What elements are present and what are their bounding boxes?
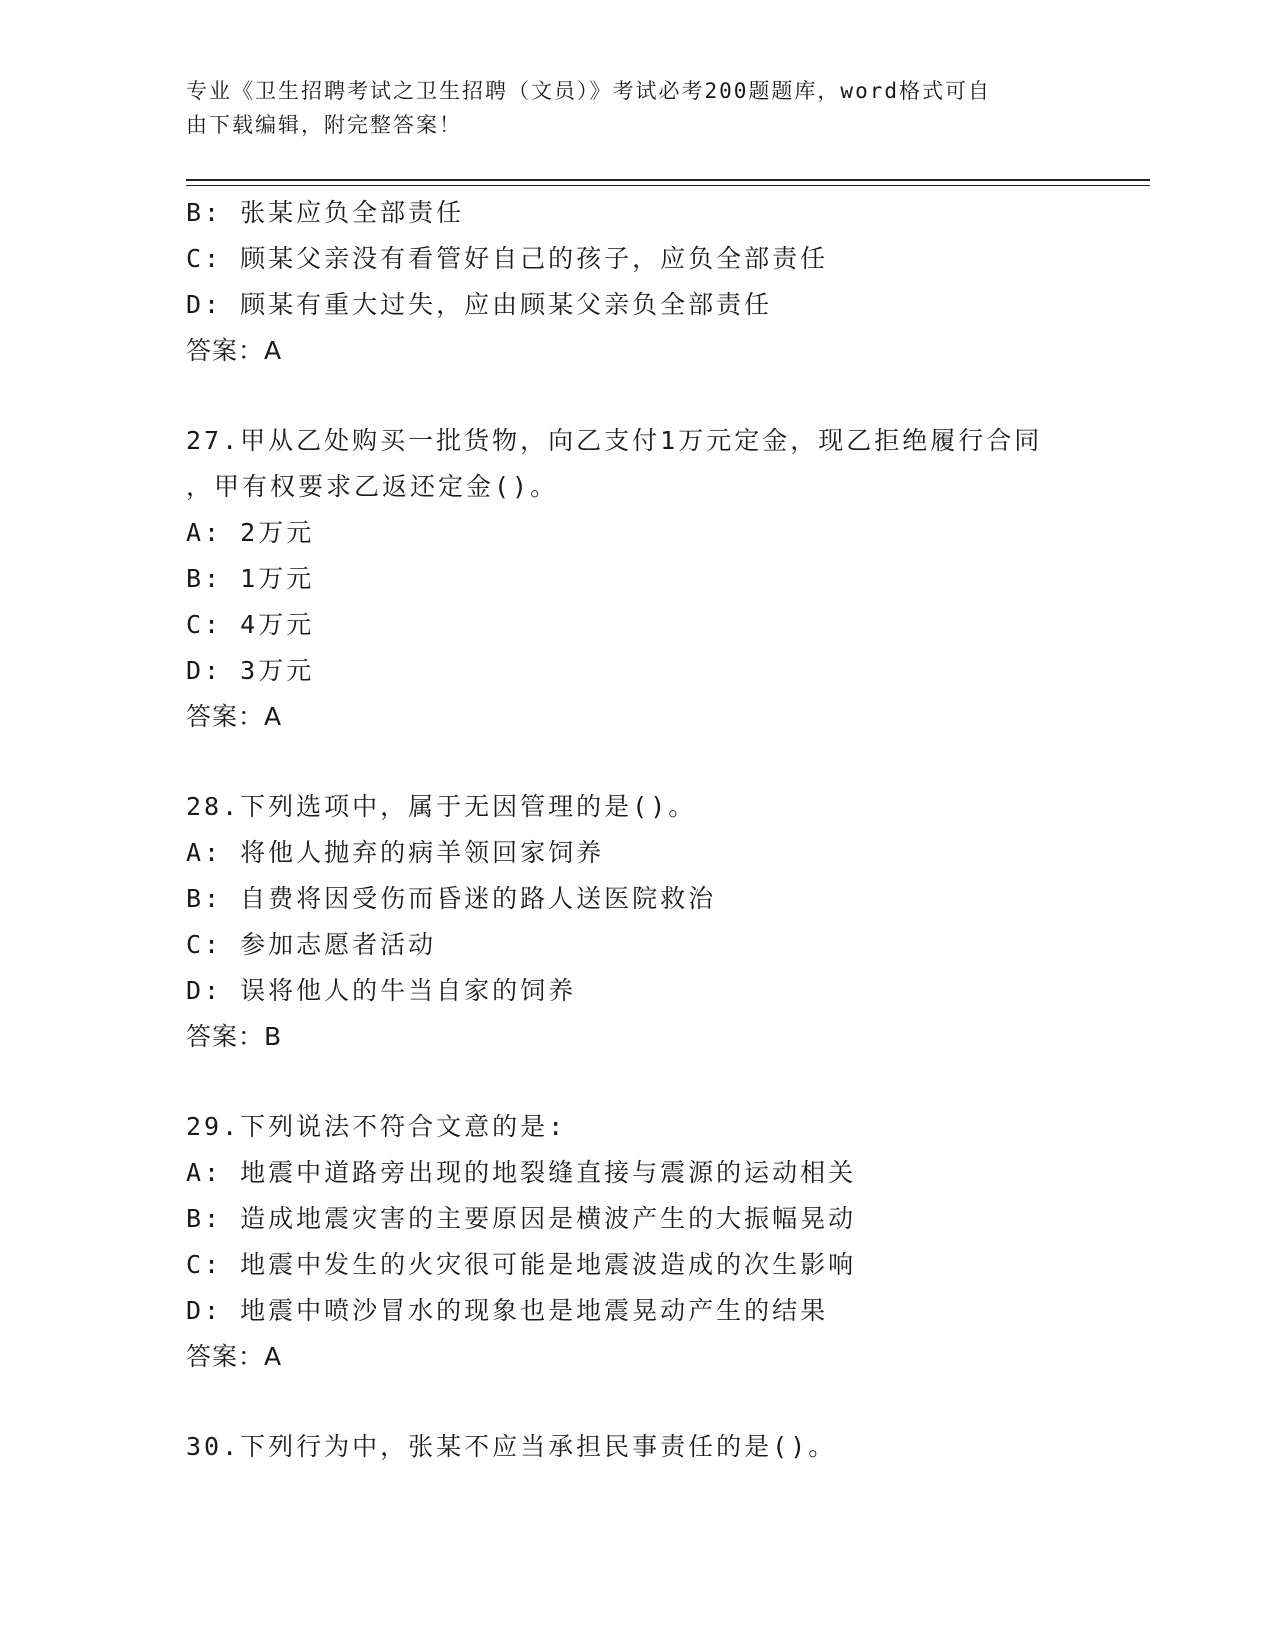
- option-c: C: 4万元: [186, 610, 315, 639]
- question-list: [186, 190, 1146, 1470]
- question-27: [186, 418, 1146, 740]
- question-stem: 29.下列说法不符合文意的是:: [186, 1112, 567, 1141]
- document-header: [186, 74, 1086, 142]
- question-stem-line-2: ，甲有权要求乙返还定金()。: [186, 472, 559, 501]
- option-c: C: 地震中发生的火灾很可能是地震波造成的次生影响: [186, 1250, 857, 1279]
- question-26: [186, 190, 1146, 374]
- option-c: C: 参加志愿者活动: [186, 930, 437, 959]
- header-line-2: 由下载编辑，附完整答案！: [186, 113, 462, 137]
- question-stem: 30.下列行为中，张某不应当承担民事责任的是()。: [186, 1432, 837, 1461]
- answer: 答案：A: [186, 1342, 283, 1371]
- question-stem-line-1: 27.甲从乙处购买一批货物，向乙支付1万元定金，现乙拒绝履行合同: [186, 426, 1043, 455]
- option-d: D: 顾某有重大过失，应由顾某父亲负全部责任: [186, 290, 773, 319]
- option-a: A: 2万元: [186, 518, 315, 547]
- option-d: D: 地震中喷沙冒水的现象也是地震晃动产生的结果: [186, 1296, 829, 1325]
- option-b: B: 造成地震灾害的主要原因是横波产生的大振幅晃动: [186, 1204, 857, 1233]
- question-28: [186, 784, 1146, 1060]
- question-29: [186, 1104, 1146, 1380]
- header-divider-thin: [186, 185, 1150, 186]
- option-b: B: 自费将因受伤而昏迷的路人送医院救治: [186, 884, 717, 913]
- header-line-1: 专业《卫生招聘考试之卫生招聘（文员）》考试必考200题题库，word格式可自: [186, 79, 991, 103]
- option-c: C: 顾某父亲没有看管好自己的孩子，应负全部责任: [186, 244, 829, 273]
- answer: 答案：B: [186, 1022, 283, 1051]
- option-a: A: 将他人抛弃的病羊领回家饲养: [186, 838, 605, 867]
- option-a: A: 地震中道路旁出现的地裂缝直接与震源的运动相关: [186, 1158, 857, 1187]
- header-divider-thick: [186, 179, 1150, 181]
- answer: 答案：A: [186, 702, 283, 731]
- question-30: [186, 1424, 1146, 1470]
- answer: 答案：A: [186, 336, 283, 365]
- option-b: B: 张某应负全部责任: [186, 198, 465, 227]
- option-d: D: 3万元: [186, 656, 315, 685]
- option-b: B: 1万元: [186, 564, 315, 593]
- option-d: D: 误将他人的牛当自家的饲养: [186, 976, 577, 1005]
- question-stem: 28.下列选项中，属于无因管理的是()。: [186, 792, 697, 821]
